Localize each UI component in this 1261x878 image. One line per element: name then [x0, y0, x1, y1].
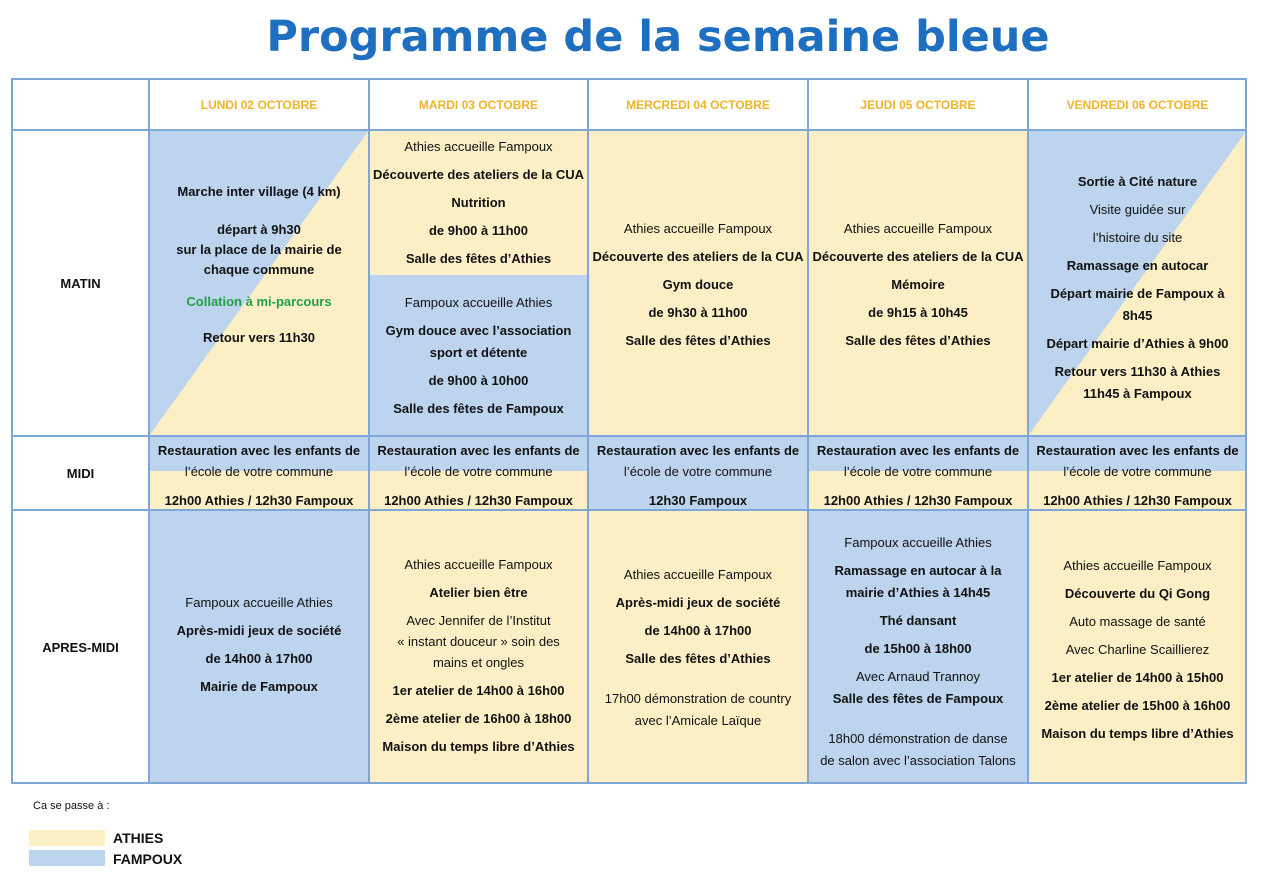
event-time: de 14h00 à 17h00: [205, 651, 313, 666]
event-location: Salle des fêtes d’Athies: [845, 333, 991, 348]
event-subtitle: Gym douce: [662, 277, 734, 292]
event-host: Athies accueille Fampoux: [404, 557, 553, 572]
event-time: de 9h30 à 11h00: [648, 305, 748, 320]
midi-time: 12h00 Athies / 12h30 Fampoux: [823, 493, 1013, 508]
grid-line: [11, 435, 1247, 437]
day-header-jeudi: JEUDI 05 OCTOBRE: [860, 98, 976, 112]
event-location: Salle des fêtes d’Athies: [405, 251, 552, 266]
event-host: Athies accueille Fampoux: [843, 221, 993, 236]
event-return: Retour vers 11h30: [202, 330, 315, 345]
event-session: 2ème atelier de 15h00 à 16h00: [1044, 698, 1231, 713]
event-host: Athies accueille Fampoux: [404, 139, 553, 154]
event-time: de 15h00 à 18h00: [864, 641, 972, 656]
event-note: de salon avec l’association Talons: [820, 753, 1016, 768]
event-host: Fampoux accueille Athies: [404, 295, 553, 310]
event-session: 1er atelier de 14h00 à 16h00: [392, 683, 565, 698]
event-note: avec l’Amicale Laïque: [634, 713, 762, 728]
legend-swatch-athies: [29, 830, 105, 846]
event-title: Après-midi jeux de société: [615, 595, 781, 610]
event-departure: Départ mairie de Fampoux à: [1050, 286, 1225, 301]
cell-jeudi-apres: [810, 527, 1026, 777]
midi-line: l’école de votre commune: [184, 464, 334, 479]
cell-vendredi-midi: [1030, 440, 1245, 512]
event-subtitle: Nutrition: [451, 195, 506, 210]
event-title: Découverte des ateliers de la CUA: [812, 249, 1024, 264]
event-host: Fampoux accueille Athies: [844, 535, 992, 550]
cell-mardi-matin-athies: [371, 132, 586, 274]
event-note: 18h00 démonstration de danse: [828, 731, 1008, 746]
event-host: Athies accueille Fampoux: [623, 221, 773, 236]
cell-lundi-matin: [151, 150, 367, 380]
event-time: de 9h00 à 10h00: [428, 373, 529, 388]
event-subtitle: Mémoire: [891, 277, 945, 292]
midi-line: l’école de votre commune: [404, 464, 553, 479]
row-label-matin: MATIN: [60, 276, 101, 291]
event-location: Maison du temps libre d’Athies: [382, 739, 575, 754]
midi-line: Restauration avec les enfants de: [816, 443, 1020, 458]
midi-time: 12h30 Fampoux: [648, 493, 748, 508]
event-time: de 14h00 à 17h00: [644, 623, 752, 638]
event-subtitle: Visite guidée sur: [1089, 202, 1186, 217]
event-transport: Ramassage en autocar à la: [834, 563, 1002, 578]
event-host: Athies accueille Fampoux: [623, 567, 773, 582]
cell-jeudi-matin: [810, 210, 1026, 360]
legend-title: Ca se passe à :: [33, 800, 110, 812]
grid-line: [587, 78, 589, 784]
event-session: 2ème atelier de 16h00 à 18h00: [385, 711, 572, 726]
midi-line: l’école de votre commune: [623, 464, 773, 479]
event-departure: 8h45: [1122, 308, 1153, 323]
event-host: Fampoux accueille Athies: [185, 595, 333, 610]
day-header-mardi: MARDI 03 OCTOBRE: [418, 98, 539, 112]
event-title: Atelier bien être: [429, 585, 528, 600]
event-detail: mains et ongles: [432, 655, 525, 670]
event-location: Salle des fêtes d’Athies: [625, 333, 771, 348]
page-title: Programme de la semaine bleue: [266, 12, 1050, 62]
cell-mercredi-matin: [590, 210, 806, 360]
event-detail: Avec Arnaud Trannoy: [855, 669, 981, 684]
event-title: Après-midi jeux de société: [176, 623, 342, 638]
midi-line: Restauration avec les enfants de: [157, 443, 361, 458]
event-location: sur la place de la mairie de: [176, 242, 342, 257]
event-departure: Départ mairie d’Athies à 9h00: [1046, 336, 1229, 351]
legend-swatch-fampoux: [29, 850, 105, 866]
midi-line: Restauration avec les enfants de: [1036, 443, 1239, 458]
cell-vendredi-matin: [1030, 162, 1245, 414]
cell-mardi-apres: [371, 545, 586, 767]
event-return: Retour vers 11h30 à Athies: [1054, 364, 1221, 379]
grid-line: [807, 78, 809, 784]
legend-label-athies: ATHIES: [113, 830, 164, 846]
event-location: Salle des fêtes de Fampoux: [393, 401, 564, 416]
event-title: Gym douce avec l’association: [385, 323, 572, 338]
event-location: Maison du temps libre d’Athies: [1041, 726, 1234, 741]
event-title: Découverte des ateliers de la CUA: [373, 167, 584, 182]
event-detail: Avec Jennifer de l’Institut: [406, 613, 551, 628]
event-location: Salle des fêtes d’Athies: [625, 651, 771, 666]
event-title: Découverte des ateliers de la CUA: [592, 249, 804, 264]
cell-jeudi-midi: [810, 440, 1026, 512]
event-detail: Avec Charline Scaillierez: [1065, 642, 1210, 657]
event-session: 1er atelier de 14h00 à 15h00: [1051, 670, 1224, 685]
event-return: 11h45 à Fampoux: [1083, 386, 1192, 401]
cell-lundi-midi: [151, 440, 367, 512]
event-subtitle: l’histoire du site: [1092, 230, 1183, 245]
cell-mercredi-apres: [590, 558, 806, 738]
event-detail: Auto massage de santé: [1069, 614, 1206, 629]
cell-mercredi-midi: [590, 440, 806, 512]
day-header-vendredi: VENDREDI 06 OCTOBRE: [1066, 98, 1209, 112]
legend-label-fampoux: FAMPOUX: [113, 851, 183, 867]
cell-mardi-matin-fampoux: [371, 286, 586, 426]
midi-line: l’école de votre commune: [843, 464, 993, 479]
event-location: chaque commune: [203, 262, 315, 277]
event-detail: « instant douceur » soin des: [397, 634, 560, 649]
day-header-lundi: LUNDI 02 OCTOBRE: [200, 98, 318, 112]
row-label-apres-midi: APRES-MIDI: [42, 640, 119, 655]
cell-vendredi-apres: [1030, 550, 1245, 750]
event-time: de 9h15 à 10h45: [868, 305, 968, 320]
midi-line: Restauration avec les enfants de: [377, 443, 580, 458]
event-location: Mairie de Fampoux: [200, 679, 318, 694]
event-title: sport et détente: [429, 345, 528, 360]
grid-line: [148, 78, 150, 784]
grid-line: [368, 78, 370, 784]
midi-time: 12h00 Athies / 12h30 Fampoux: [384, 493, 573, 508]
midi-line: Restauration avec les enfants de: [596, 443, 800, 458]
event-note: 17h00 démonstration de country: [604, 691, 792, 706]
midi-time: 12h00 Athies / 12h30 Fampoux: [1043, 493, 1232, 508]
midi-time: 12h00 Athies / 12h30 Fampoux: [164, 493, 354, 508]
event-time: de 9h00 à 11h00: [428, 223, 528, 238]
row-label-midi: MIDI: [66, 466, 95, 481]
midi-line: l’école de votre commune: [1063, 464, 1212, 479]
event-transport: mairie d’Athies à 14h45: [845, 585, 991, 600]
event-title: Découverte du Qi Gong: [1064, 586, 1211, 601]
event-transport: Ramassage en autocar: [1066, 258, 1209, 273]
event-note: Collation à mi-parcours: [186, 294, 332, 309]
event-host: Athies accueille Fampoux: [1063, 558, 1212, 573]
cell-mardi-midi: [371, 440, 586, 512]
event-location: Salle des fêtes de Fampoux: [832, 691, 1004, 706]
grid-line: [1027, 78, 1029, 784]
day-header-mercredi: MERCREDI 04 OCTOBRE: [626, 98, 770, 112]
event-title: Sortie à Cité nature: [1077, 174, 1198, 189]
event-title: Thé dansant: [879, 613, 957, 628]
event-title: Marche inter village (4 km): [177, 184, 341, 199]
cell-lundi-apres: [151, 585, 367, 705]
event-time: départ à 9h30: [217, 222, 301, 237]
